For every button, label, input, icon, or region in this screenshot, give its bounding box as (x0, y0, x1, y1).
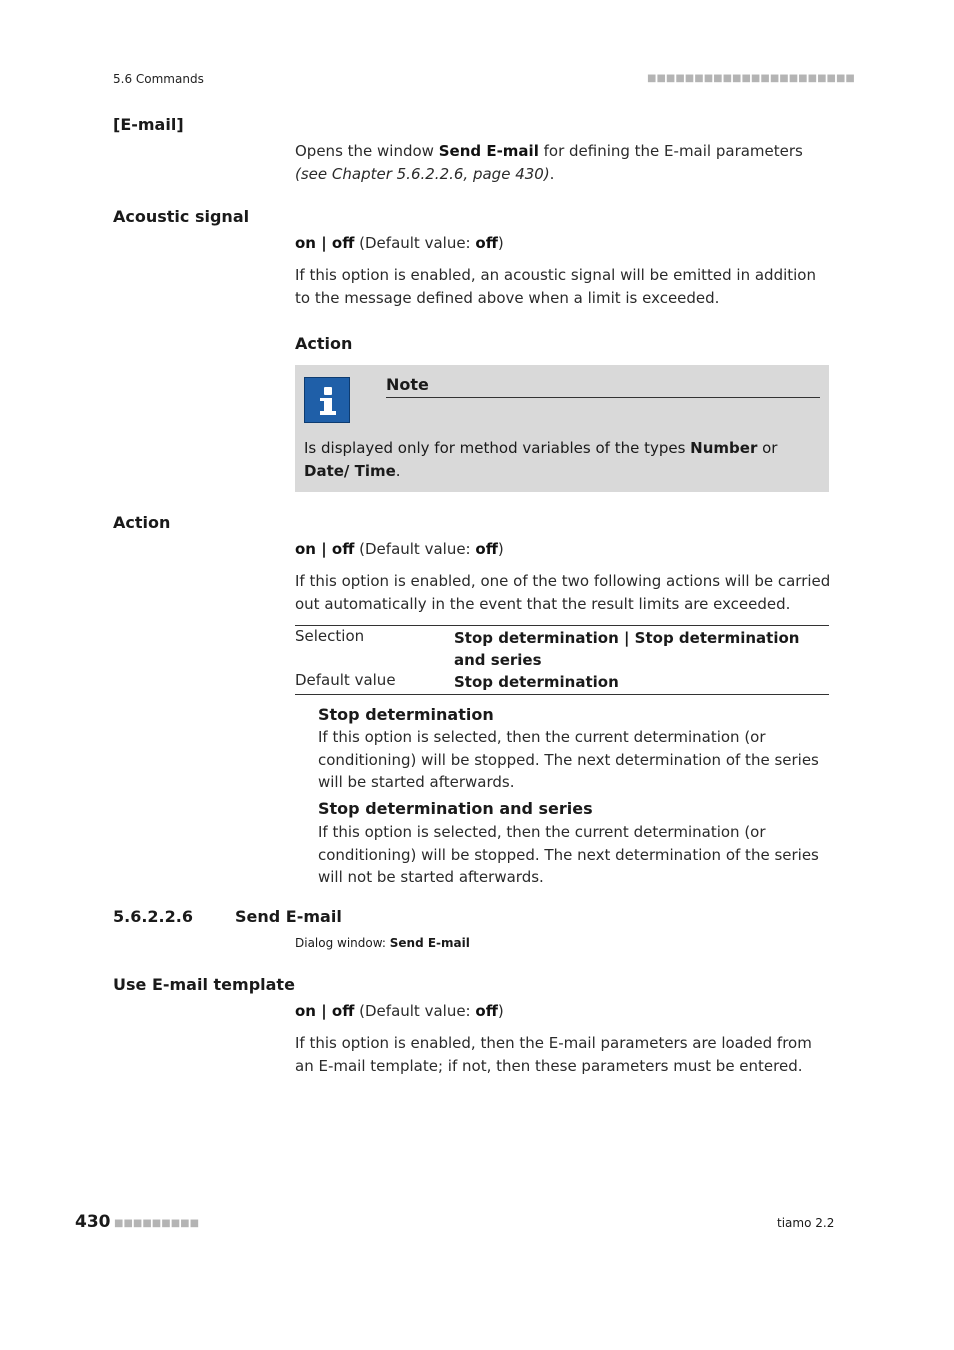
action-subheading: Action (295, 334, 353, 353)
term-email: [E-mail] (113, 115, 184, 134)
note-title: Note (386, 375, 820, 398)
section-title: Send E-mail (235, 907, 342, 926)
acoustic-description: If this option is enabled, an acoustic signal will be emitted in addition to the message defined above when a limit is exceeded. (295, 266, 816, 307)
option-title: Stop determination (318, 705, 494, 724)
note-text: Is displayed only for method variables of the types Number or Date/ Time. (304, 439, 778, 480)
selection-label: Selection (295, 627, 365, 645)
header-decoration: ■■■■■■■■■■■■■■■■■■■■■■ (647, 73, 855, 84)
template-description: If this option is enabled, then the E-mail parameters are loaded from an E-mail template; if not, then these parameters must be entered. (295, 1034, 812, 1075)
term-action: Action (113, 513, 171, 532)
dialog-window-label: Dialog window: Send E-mail (295, 936, 470, 950)
running-header-section: 5.6 Commands (113, 72, 204, 86)
action-values: on | off (Default value: off) (295, 540, 504, 558)
option-title: Stop determination and series (318, 799, 593, 818)
section-number: 5.6.2.2.6 (113, 907, 193, 926)
action-description: If this option is enabled, one of the two following actions will be carried out automatically in the event that the result limits are exceeded. (295, 572, 831, 613)
info-icon (304, 377, 350, 423)
default-value: Stop determination (454, 673, 619, 691)
page-number: 430 (75, 1212, 111, 1232)
table-row-selection (295, 626, 829, 671)
term-acoustic-signal: Acoustic signal (113, 207, 250, 226)
chapter-reference: (see Chapter 5.6.2.2.6, page 430) (295, 165, 550, 183)
default-label: Default value (295, 671, 396, 689)
acoustic-values: on | off (Default value: off) (295, 234, 504, 252)
action-parameter-table (295, 625, 829, 695)
template-values: on | off (Default value: off) (295, 1002, 504, 1020)
option-text: If this option is selected, then the current determination (or conditioning) will be stopped. The next determination of the series will not be started afterwards. (318, 823, 819, 886)
footer-decoration: ■■■■■■■■■ (114, 1218, 200, 1229)
email-description: Opens the window Send E-mail for defining the E-mail parameters (see Chapter 5.6.2.2.6, page 430). (295, 142, 803, 183)
selection-value: Stop determination | Stop determination and series (454, 629, 800, 669)
option-text: If this option is selected, then the current determination (or conditioning) will be stopped. The next determination of the series will be started afterwards. (318, 728, 819, 791)
send-email-window-name: Send E-mail (438, 142, 539, 160)
table-row-default (295, 671, 829, 694)
term-use-email-template: Use E-mail template (113, 975, 295, 994)
product-name: tiamo 2.2 (777, 1216, 835, 1230)
